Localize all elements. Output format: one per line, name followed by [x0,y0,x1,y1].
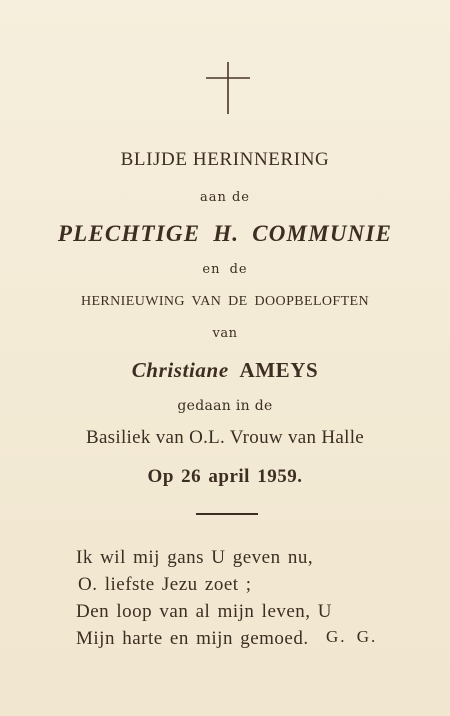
connector-en-de: en de [202,262,248,277]
connector-aan-de: aan de [199,190,251,205]
poem-line: Ik wil mij gans U geven nu, [76,547,314,568]
occasion-title: PLECHTIGE H. COMMUNIE [57,221,393,246]
renewal-title: HERNIEUWING VAN DE DOOPBELOFTEN [80,294,370,309]
poem [76,544,332,652]
connector-gedaan-in-de: gedaan in de [177,398,273,414]
location: Basiliek van O.L. Vrouw van Halle [85,427,365,448]
heading: BLIJDE HERINNERING [120,149,330,170]
divider [196,513,258,515]
date: Op 26 april 1959. [147,466,303,487]
poem-line: Mijn harte en mijn gemoed. [76,628,309,649]
connector-van: van [212,326,238,341]
communicant-name [0,358,450,383]
cross-icon [205,62,251,114]
signature: G. G. [326,627,378,646]
last-name: AMEYS [239,358,319,382]
poem-line: O. liefste Jezu zoet ; [78,574,252,595]
first-name: Christiane [131,358,229,382]
poem-line: Den loop van al mijn leven, U [76,601,333,622]
